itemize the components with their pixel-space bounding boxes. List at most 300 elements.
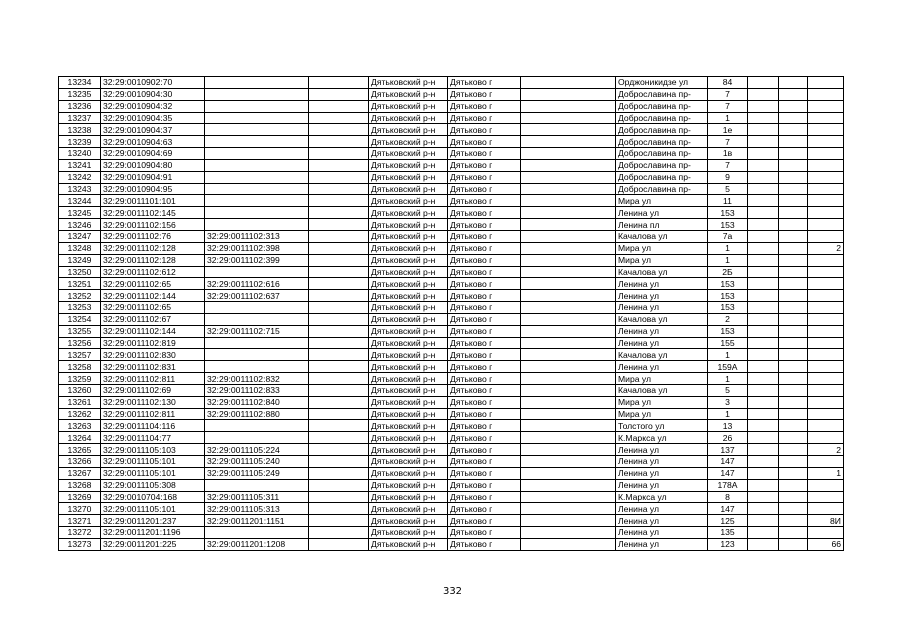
cell-cad2: 32:29:0011105:249 bbox=[205, 467, 309, 479]
cell-house: 153 bbox=[708, 325, 748, 337]
cell-district: Дятьковский р-н bbox=[369, 230, 448, 242]
cell-district: Дятьковский р-н bbox=[369, 136, 448, 148]
cell-n: 13235 bbox=[59, 88, 101, 100]
cell-n: 13261 bbox=[59, 396, 101, 408]
cell-n: 13247 bbox=[59, 230, 101, 242]
cell-cad3 bbox=[309, 290, 369, 302]
cell-n: 13256 bbox=[59, 337, 101, 349]
cell-n: 13250 bbox=[59, 266, 101, 278]
cell-n: 13239 bbox=[59, 136, 101, 148]
cell-addr1 bbox=[521, 432, 616, 444]
cell-cad: 32:29:0010704:168 bbox=[101, 491, 205, 503]
cell-city: Дятьково г bbox=[448, 195, 521, 207]
cell-cad: 32:29:0011105:101 bbox=[101, 467, 205, 479]
cell-cad2: 32:29:0011102:880 bbox=[205, 408, 309, 420]
cell-extra bbox=[808, 384, 844, 396]
cell-cad2 bbox=[205, 100, 309, 112]
cell-city: Дятьково г bbox=[448, 444, 521, 456]
cell-n: 13245 bbox=[59, 207, 101, 219]
cell-n: 13265 bbox=[59, 444, 101, 456]
cell-flat bbox=[779, 148, 808, 160]
cell-district: Дятьковский р-н bbox=[369, 183, 448, 195]
cell-apt bbox=[748, 349, 779, 361]
cell-flat bbox=[779, 136, 808, 148]
cell-street: Качалова ул bbox=[616, 349, 708, 361]
cell-extra: 8И bbox=[808, 515, 844, 527]
cell-extra bbox=[808, 278, 844, 290]
cell-cad: 32:29:0011102:612 bbox=[101, 266, 205, 278]
cell-flat bbox=[779, 290, 808, 302]
cell-flat bbox=[779, 503, 808, 515]
cell-street: Толстого ул bbox=[616, 420, 708, 432]
table-row bbox=[59, 373, 844, 385]
cell-extra bbox=[808, 183, 844, 195]
cell-apt bbox=[748, 278, 779, 290]
cell-cad3 bbox=[309, 408, 369, 420]
cell-house: 159А bbox=[708, 361, 748, 373]
cell-street: Ленина ул bbox=[616, 325, 708, 337]
cell-addr1 bbox=[521, 136, 616, 148]
cell-cad3 bbox=[309, 361, 369, 373]
cell-extra bbox=[808, 171, 844, 183]
cell-house: 5 bbox=[708, 384, 748, 396]
cell-city: Дятьково г bbox=[448, 100, 521, 112]
cell-house: 7 bbox=[708, 136, 748, 148]
cell-cad3 bbox=[309, 183, 369, 195]
cell-street: Доброславина пр- bbox=[616, 88, 708, 100]
cell-district: Дятьковский р-н bbox=[369, 467, 448, 479]
cell-cad3 bbox=[309, 467, 369, 479]
cell-addr1 bbox=[521, 148, 616, 160]
cell-house: 153 bbox=[708, 219, 748, 231]
table-row bbox=[59, 467, 844, 479]
cell-cad3 bbox=[309, 136, 369, 148]
cell-n: 13234 bbox=[59, 77, 101, 89]
cell-cad: 32:29:0011104:116 bbox=[101, 420, 205, 432]
cell-cad2 bbox=[205, 302, 309, 314]
cell-house: 125 bbox=[708, 515, 748, 527]
cell-street: Доброславина пр- bbox=[616, 183, 708, 195]
cell-addr1 bbox=[521, 479, 616, 491]
table-row bbox=[59, 491, 844, 503]
cell-flat bbox=[779, 408, 808, 420]
cell-apt bbox=[748, 361, 779, 373]
cell-cad3 bbox=[309, 242, 369, 254]
cell-house: 147 bbox=[708, 503, 748, 515]
cell-addr1 bbox=[521, 538, 616, 550]
cell-cad: 32:29:0011105:101 bbox=[101, 503, 205, 515]
cell-house: 178А bbox=[708, 479, 748, 491]
cell-city: Дятьково г bbox=[448, 219, 521, 231]
cell-flat bbox=[779, 527, 808, 539]
table-row bbox=[59, 159, 844, 171]
cell-cad3 bbox=[309, 77, 369, 89]
cell-street: Ленина ул bbox=[616, 538, 708, 550]
cell-extra bbox=[808, 159, 844, 171]
cell-n: 13242 bbox=[59, 171, 101, 183]
cell-cad: 32:29:0011102:65 bbox=[101, 302, 205, 314]
table-row bbox=[59, 195, 844, 207]
cell-city: Дятьково г bbox=[448, 124, 521, 136]
cell-cad: 32:29:0010904:35 bbox=[101, 112, 205, 124]
cell-city: Дятьково г bbox=[448, 302, 521, 314]
cell-house: 1 bbox=[708, 349, 748, 361]
cell-cad2: 32:29:0011105:311 bbox=[205, 491, 309, 503]
cell-flat bbox=[779, 479, 808, 491]
cell-district: Дятьковский р-н bbox=[369, 313, 448, 325]
cell-street: Ленина ул bbox=[616, 515, 708, 527]
cell-apt bbox=[748, 313, 779, 325]
cell-extra bbox=[808, 266, 844, 278]
cell-addr1 bbox=[521, 373, 616, 385]
cell-n: 13268 bbox=[59, 479, 101, 491]
cell-addr1 bbox=[521, 159, 616, 171]
table-row bbox=[59, 361, 844, 373]
cell-n: 13246 bbox=[59, 219, 101, 231]
cell-addr1 bbox=[521, 100, 616, 112]
table-row bbox=[59, 396, 844, 408]
table-row bbox=[59, 207, 844, 219]
cell-cad: 32:29:0011102:65 bbox=[101, 278, 205, 290]
cell-city: Дятьково г bbox=[448, 456, 521, 468]
cell-cad2 bbox=[205, 207, 309, 219]
cell-cad3 bbox=[309, 515, 369, 527]
cell-addr1 bbox=[521, 467, 616, 479]
cell-district: Дятьковский р-н bbox=[369, 124, 448, 136]
cell-apt bbox=[748, 100, 779, 112]
cell-cad3 bbox=[309, 195, 369, 207]
cell-addr1 bbox=[521, 503, 616, 515]
cell-house: 153 bbox=[708, 207, 748, 219]
cell-district: Дятьковский р-н bbox=[369, 538, 448, 550]
cell-addr1 bbox=[521, 527, 616, 539]
cell-n: 13271 bbox=[59, 515, 101, 527]
cell-street: Ленина ул bbox=[616, 302, 708, 314]
cell-cad3 bbox=[309, 349, 369, 361]
cell-flat bbox=[779, 171, 808, 183]
cell-district: Дятьковский р-н bbox=[369, 242, 448, 254]
cell-n: 13266 bbox=[59, 456, 101, 468]
cell-cad2 bbox=[205, 479, 309, 491]
cell-city: Дятьково г bbox=[448, 325, 521, 337]
cell-extra bbox=[808, 432, 844, 444]
cell-apt bbox=[748, 479, 779, 491]
cell-cad3 bbox=[309, 100, 369, 112]
cell-cad3 bbox=[309, 396, 369, 408]
table-row bbox=[59, 112, 844, 124]
cell-house: 1в bbox=[708, 148, 748, 160]
cell-apt bbox=[748, 136, 779, 148]
cell-city: Дятьково г bbox=[448, 420, 521, 432]
table-row bbox=[59, 325, 844, 337]
cell-district: Дятьковский р-н bbox=[369, 408, 448, 420]
table-row bbox=[59, 384, 844, 396]
cell-flat bbox=[779, 266, 808, 278]
cell-flat bbox=[779, 77, 808, 89]
cell-district: Дятьковский р-н bbox=[369, 195, 448, 207]
cell-cad2 bbox=[205, 349, 309, 361]
cell-cad: 32:29:0010904:30 bbox=[101, 88, 205, 100]
cell-cad: 32:29:0011102:128 bbox=[101, 242, 205, 254]
cell-city: Дятьково г bbox=[448, 396, 521, 408]
cell-cad2 bbox=[205, 266, 309, 278]
cell-cad: 32:29:0010904:91 bbox=[101, 171, 205, 183]
cell-cad3 bbox=[309, 384, 369, 396]
table-row bbox=[59, 124, 844, 136]
cell-n: 13248 bbox=[59, 242, 101, 254]
cell-cad: 32:29:0011102:819 bbox=[101, 337, 205, 349]
cell-city: Дятьково г bbox=[448, 88, 521, 100]
table-row bbox=[59, 349, 844, 361]
cell-flat bbox=[779, 278, 808, 290]
cell-extra bbox=[808, 337, 844, 349]
cell-flat bbox=[779, 183, 808, 195]
table-row bbox=[59, 171, 844, 183]
cell-street: Мира ул bbox=[616, 396, 708, 408]
cell-street: Доброславина пр- bbox=[616, 148, 708, 160]
cell-street: Мира ул bbox=[616, 373, 708, 385]
cell-cad: 32:29:0011105:101 bbox=[101, 456, 205, 468]
cell-n: 13255 bbox=[59, 325, 101, 337]
cell-cad2: 32:29:0011102:715 bbox=[205, 325, 309, 337]
cell-street: Качалова ул bbox=[616, 313, 708, 325]
cell-district: Дятьковский р-н bbox=[369, 77, 448, 89]
cell-street: Ленина ул bbox=[616, 278, 708, 290]
cell-cad3 bbox=[309, 491, 369, 503]
cell-cad3 bbox=[309, 479, 369, 491]
cell-flat bbox=[779, 467, 808, 479]
cell-flat bbox=[779, 337, 808, 349]
cell-street: Доброславина пр- bbox=[616, 100, 708, 112]
cell-district: Дятьковский р-н bbox=[369, 290, 448, 302]
cell-cad3 bbox=[309, 527, 369, 539]
cell-district: Дятьковский р-н bbox=[369, 88, 448, 100]
cell-cad: 32:29:0011101:101 bbox=[101, 195, 205, 207]
cell-city: Дятьково г bbox=[448, 278, 521, 290]
cell-flat bbox=[779, 420, 808, 432]
cell-apt bbox=[748, 183, 779, 195]
cell-addr1 bbox=[521, 266, 616, 278]
cell-cad3 bbox=[309, 124, 369, 136]
cell-extra bbox=[808, 527, 844, 539]
table-row bbox=[59, 444, 844, 456]
cell-extra bbox=[808, 136, 844, 148]
cell-cad: 32:29:0011105:308 bbox=[101, 479, 205, 491]
cell-district: Дятьковский р-н bbox=[369, 171, 448, 183]
cell-house: 1 bbox=[708, 112, 748, 124]
cell-house: 147 bbox=[708, 456, 748, 468]
table-row bbox=[59, 456, 844, 468]
cell-extra bbox=[808, 207, 844, 219]
cell-cad2: 32:29:0011102:637 bbox=[205, 290, 309, 302]
cell-street: К.Маркса ул bbox=[616, 432, 708, 444]
cell-house: 137 bbox=[708, 444, 748, 456]
cell-cad2 bbox=[205, 313, 309, 325]
cell-apt bbox=[748, 242, 779, 254]
cell-extra bbox=[808, 491, 844, 503]
cell-district: Дятьковский р-н bbox=[369, 444, 448, 456]
cell-cad3 bbox=[309, 219, 369, 231]
cell-apt bbox=[748, 444, 779, 456]
cell-city: Дятьково г bbox=[448, 538, 521, 550]
cell-cad2 bbox=[205, 183, 309, 195]
cell-apt bbox=[748, 432, 779, 444]
cell-house: 147 bbox=[708, 467, 748, 479]
table-row bbox=[59, 420, 844, 432]
cell-cad2 bbox=[205, 136, 309, 148]
cell-street: Ленина ул bbox=[616, 361, 708, 373]
cell-cad3 bbox=[309, 171, 369, 183]
table-row bbox=[59, 100, 844, 112]
cell-addr1 bbox=[521, 112, 616, 124]
cell-city: Дятьково г bbox=[448, 207, 521, 219]
cell-apt bbox=[748, 230, 779, 242]
cell-n: 13241 bbox=[59, 159, 101, 171]
cell-n: 13254 bbox=[59, 313, 101, 325]
cell-flat bbox=[779, 254, 808, 266]
cell-house: 153 bbox=[708, 290, 748, 302]
cell-flat bbox=[779, 195, 808, 207]
cell-city: Дятьково г bbox=[448, 503, 521, 515]
table-row bbox=[59, 77, 844, 89]
cell-extra bbox=[808, 361, 844, 373]
cell-cad3 bbox=[309, 302, 369, 314]
cell-city: Дятьково г bbox=[448, 313, 521, 325]
cell-house: 11 bbox=[708, 195, 748, 207]
property-table bbox=[58, 76, 844, 551]
cell-district: Дятьковский р-н bbox=[369, 396, 448, 408]
cell-house: 7 bbox=[708, 159, 748, 171]
cell-extra bbox=[808, 313, 844, 325]
cell-flat bbox=[779, 456, 808, 468]
cell-n: 13269 bbox=[59, 491, 101, 503]
cell-street: Качалова ул bbox=[616, 230, 708, 242]
cell-city: Дятьково г bbox=[448, 266, 521, 278]
cell-addr1 bbox=[521, 420, 616, 432]
cell-extra bbox=[808, 420, 844, 432]
cell-district: Дятьковский р-н bbox=[369, 266, 448, 278]
cell-extra: 66 bbox=[808, 538, 844, 550]
cell-extra: 1 bbox=[808, 467, 844, 479]
table-row bbox=[59, 432, 844, 444]
cell-city: Дятьково г bbox=[448, 527, 521, 539]
cell-district: Дятьковский р-н bbox=[369, 219, 448, 231]
cell-apt bbox=[748, 112, 779, 124]
cell-flat bbox=[779, 432, 808, 444]
cell-cad3 bbox=[309, 159, 369, 171]
cell-extra bbox=[808, 349, 844, 361]
cell-street: Доброславина пр- bbox=[616, 112, 708, 124]
cell-apt bbox=[748, 515, 779, 527]
cell-cad3 bbox=[309, 503, 369, 515]
cell-apt bbox=[748, 538, 779, 550]
cell-extra bbox=[808, 479, 844, 491]
cell-n: 13263 bbox=[59, 420, 101, 432]
cell-apt bbox=[748, 467, 779, 479]
table-row bbox=[59, 503, 844, 515]
table-row bbox=[59, 479, 844, 491]
cell-cad: 32:29:0011102:156 bbox=[101, 219, 205, 231]
table-body bbox=[59, 77, 844, 551]
cell-cad2: 32:29:0011201:1208 bbox=[205, 538, 309, 550]
cell-district: Дятьковский р-н bbox=[369, 207, 448, 219]
cell-street: Доброславина пр- bbox=[616, 136, 708, 148]
table-row bbox=[59, 538, 844, 550]
cell-cad2 bbox=[205, 112, 309, 124]
cell-n: 13267 bbox=[59, 467, 101, 479]
cell-city: Дятьково г bbox=[448, 136, 521, 148]
cell-extra bbox=[808, 148, 844, 160]
cell-street: Ленина ул bbox=[616, 444, 708, 456]
cell-n: 13240 bbox=[59, 148, 101, 160]
cell-cad3 bbox=[309, 325, 369, 337]
cell-house: 7 bbox=[708, 88, 748, 100]
cell-house: 123 bbox=[708, 538, 748, 550]
cell-cad3 bbox=[309, 456, 369, 468]
cell-cad3 bbox=[309, 313, 369, 325]
cell-extra bbox=[808, 195, 844, 207]
cell-apt bbox=[748, 527, 779, 539]
cell-apt bbox=[748, 373, 779, 385]
table-row bbox=[59, 408, 844, 420]
cell-apt bbox=[748, 254, 779, 266]
cell-addr1 bbox=[521, 491, 616, 503]
cell-apt bbox=[748, 420, 779, 432]
cell-flat bbox=[779, 361, 808, 373]
cell-cad: 32:29:0011102:128 bbox=[101, 254, 205, 266]
cell-addr1 bbox=[521, 515, 616, 527]
cell-extra bbox=[808, 325, 844, 337]
cell-house: 2 bbox=[708, 313, 748, 325]
cell-cad3 bbox=[309, 420, 369, 432]
cell-apt bbox=[748, 384, 779, 396]
cell-cad2 bbox=[205, 124, 309, 136]
cell-apt bbox=[748, 290, 779, 302]
cell-district: Дятьковский р-н bbox=[369, 337, 448, 349]
cell-house: 153 bbox=[708, 278, 748, 290]
cell-cad: 32:29:0011105:103 bbox=[101, 444, 205, 456]
cell-house: 1е bbox=[708, 124, 748, 136]
cell-addr1 bbox=[521, 254, 616, 266]
cell-house: 9 bbox=[708, 171, 748, 183]
cell-n: 13249 bbox=[59, 254, 101, 266]
cell-apt bbox=[748, 408, 779, 420]
cell-district: Дятьковский р-н bbox=[369, 325, 448, 337]
cell-city: Дятьково г bbox=[448, 467, 521, 479]
cell-street: Мира ул bbox=[616, 195, 708, 207]
cell-street: Качалова ул bbox=[616, 384, 708, 396]
cell-cad: 32:29:0011102:145 bbox=[101, 207, 205, 219]
cell-city: Дятьково г bbox=[448, 432, 521, 444]
cell-cad2 bbox=[205, 337, 309, 349]
cell-cad: 32:29:0011104:77 bbox=[101, 432, 205, 444]
cell-street: К.Маркса ул bbox=[616, 491, 708, 503]
cell-district: Дятьковский р-н bbox=[369, 373, 448, 385]
cell-cad2 bbox=[205, 159, 309, 171]
cell-street: Мира ул bbox=[616, 254, 708, 266]
cell-city: Дятьково г bbox=[448, 361, 521, 373]
cell-city: Дятьково г bbox=[448, 230, 521, 242]
cell-addr1 bbox=[521, 313, 616, 325]
cell-street: Ленина ул bbox=[616, 467, 708, 479]
cell-cad: 32:29:0011201:237 bbox=[101, 515, 205, 527]
cell-extra bbox=[808, 219, 844, 231]
cell-cad: 32:29:0011201:225 bbox=[101, 538, 205, 550]
cell-district: Дятьковский р-н bbox=[369, 432, 448, 444]
cell-city: Дятьково г bbox=[448, 290, 521, 302]
cell-addr1 bbox=[521, 230, 616, 242]
cell-extra bbox=[808, 100, 844, 112]
